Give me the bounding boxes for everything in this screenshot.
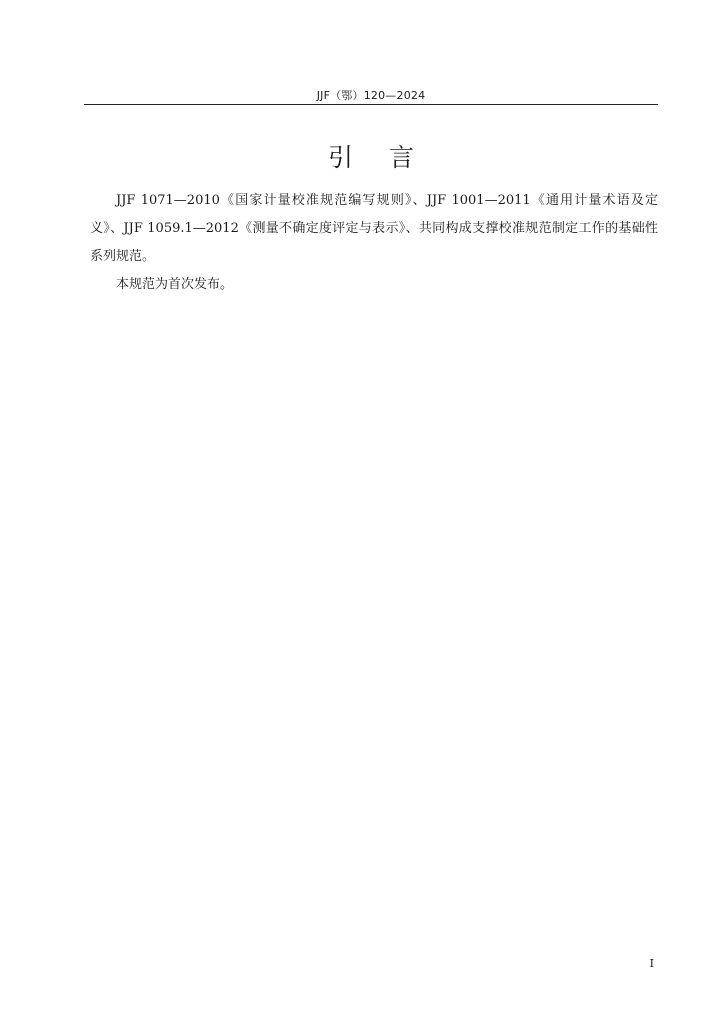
paragraph-references: JJF 1071—2010《国家计量校准规范编写规则》、JJF 1001—2011《通用计量术语及定义》、JJF 1059.1—2012《测量不确定度评定与表示》、共同构成支撑校准规范制定工作的基础性系列规范。 <box>90 193 658 264</box>
paragraph-first-release: 本规范为首次发布。 <box>116 277 234 292</box>
header-divider <box>84 104 658 105</box>
page-number: I <box>649 957 654 970</box>
body-text <box>90 187 658 299</box>
page-title: 引言 <box>327 143 450 172</box>
running-header: JJF（鄂）120—2024 <box>316 89 426 102</box>
